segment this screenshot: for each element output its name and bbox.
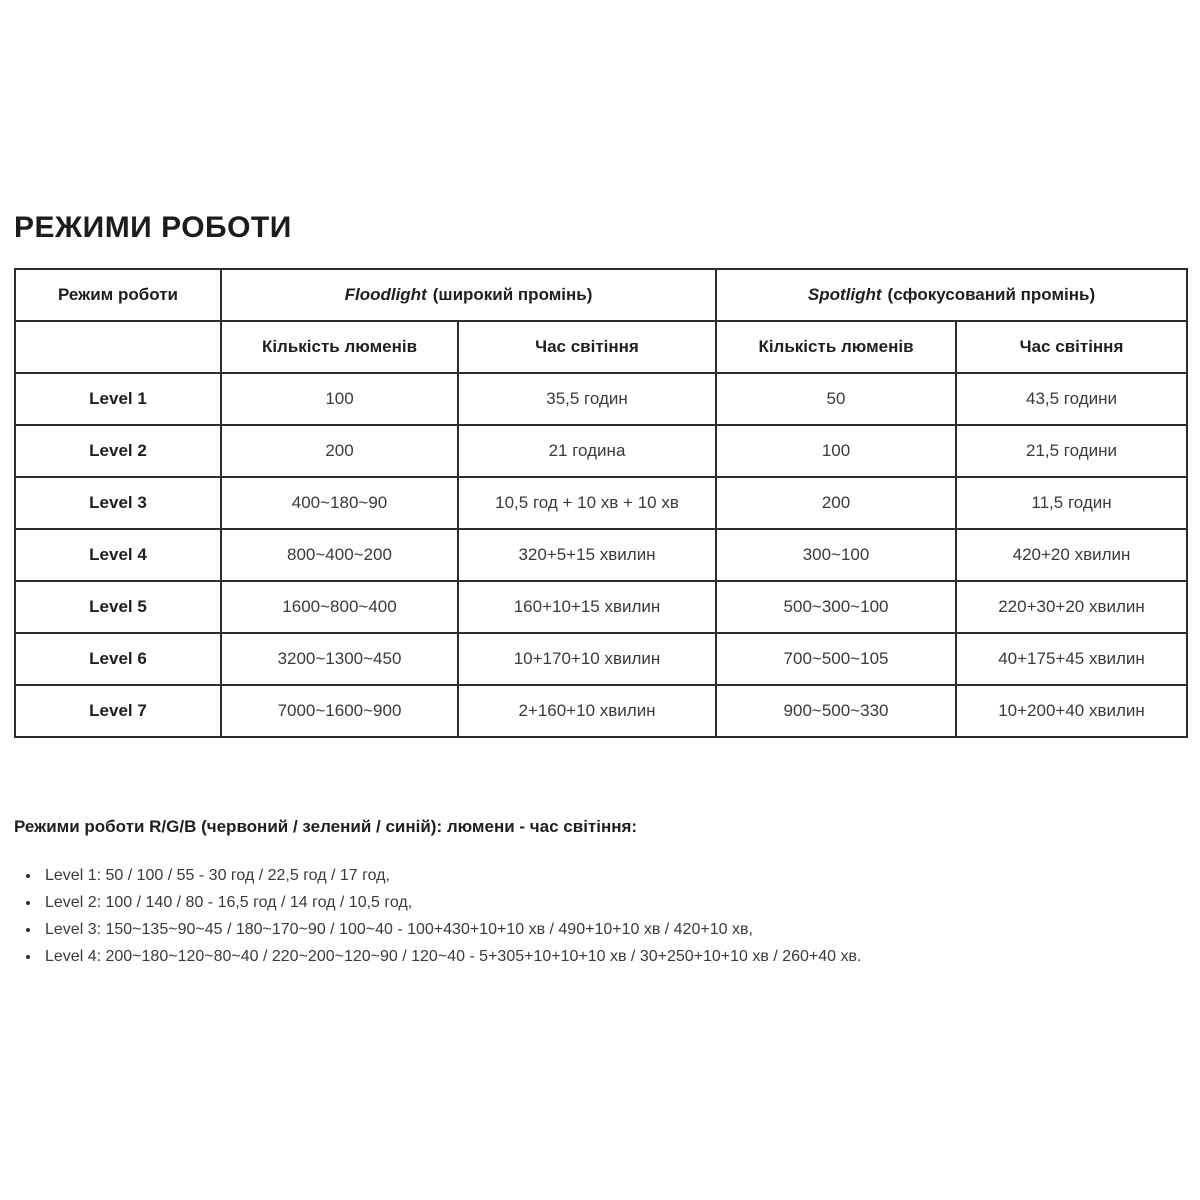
floodlight-header-cell <box>221 269 716 321</box>
sp-lumens-cell: 700~500~105 <box>716 633 956 685</box>
sp-lumens-cell: 100 <box>716 425 956 477</box>
modes-table <box>14 268 1188 738</box>
fl-time-cell: 2+160+10 хвилин <box>458 685 716 737</box>
spotlight-name: Spotlight <box>807 285 882 304</box>
sp-lumens-cell: 900~500~330 <box>716 685 956 737</box>
fl-time-cell: 21 година <box>458 425 716 477</box>
list-item: • Level 3: 150~135~90~45 / 180~170~90 / 100~40 - 100+430+10+10 хв / 490+10+10 хв / 420+10 хв, <box>41 920 1186 939</box>
fl-lumens-header-cell: Кількість люменів <box>221 321 458 373</box>
level-cell: Level 7 <box>15 685 221 737</box>
mode-header-cell: Режим роботи <box>15 269 221 321</box>
fl-lumens-cell: 400~180~90 <box>221 477 458 529</box>
sp-lumens-header-cell: Кількість люменів <box>716 321 956 373</box>
sp-time-cell: 220+30+20 хвилин <box>956 581 1187 633</box>
fl-lumens-cell: 7000~1600~900 <box>221 685 458 737</box>
list-item: • Level 4: 200~180~120~80~40 / 220~200~120~90 / 120~40 - 5+305+10+10+10 хв / 30+250+10+10 хв / 260+40 хв. <box>41 947 1186 966</box>
fl-time-cell: 35,5 годин <box>458 373 716 425</box>
list-item: • Level 1: 50 / 100 / 55 - 30 год / 22,5 год / 17 год, <box>41 866 1186 885</box>
level-cell: Level 4 <box>15 529 221 581</box>
sp-time-cell: 43,5 години <box>956 373 1187 425</box>
fl-lumens-cell: 200 <box>221 425 458 477</box>
table-row <box>15 581 1187 633</box>
spotlight-header-cell <box>716 269 1187 321</box>
fl-lumens-cell: 3200~1300~450 <box>221 633 458 685</box>
table-row <box>15 529 1187 581</box>
sp-time-cell: 40+175+45 хвилин <box>956 633 1187 685</box>
sp-lumens-cell: 200 <box>716 477 956 529</box>
fl-time-cell: 10,5 год + 10 хв + 10 хв <box>458 477 716 529</box>
table-header-row-1 <box>15 269 1187 321</box>
table-header-row-2 <box>15 321 1187 373</box>
fl-time-cell: 10+170+10 хвилин <box>458 633 716 685</box>
sp-time-cell: 10+200+40 хвилин <box>956 685 1187 737</box>
sp-lumens-cell: 300~100 <box>716 529 956 581</box>
fl-lumens-cell: 800~400~200 <box>221 529 458 581</box>
list-item: • Level 2: 100 / 140 / 80 - 16,5 год / 14 год / 10,5 год, <box>41 893 1186 912</box>
sp-time-cell: 21,5 години <box>956 425 1187 477</box>
page-title: РЕЖИМИ РОБОТИ <box>14 211 292 244</box>
table-row <box>15 633 1187 685</box>
table-row <box>15 373 1187 425</box>
fl-lumens-cell: 1600~800~400 <box>221 581 458 633</box>
floodlight-name: Floodlight <box>344 285 427 304</box>
level-cell: Level 3 <box>15 477 221 529</box>
fl-time-cell: 320+5+15 хвилин <box>458 529 716 581</box>
fl-time-cell: 160+10+15 хвилин <box>458 581 716 633</box>
fl-lumens-cell: 100 <box>221 373 458 425</box>
table-row <box>15 685 1187 737</box>
sp-time-cell: 11,5 годин <box>956 477 1187 529</box>
level-cell: Level 6 <box>15 633 221 685</box>
empty-header-cell <box>15 321 221 373</box>
sp-time-cell: 420+20 хвилин <box>956 529 1187 581</box>
sp-lumens-cell: 50 <box>716 373 956 425</box>
table-row <box>15 477 1187 529</box>
fl-time-header-cell: Час світіння <box>458 321 716 373</box>
sp-time-header-cell: Час світіння <box>956 321 1187 373</box>
spotlight-desc: (сфокусований промінь) <box>887 285 1096 304</box>
sp-lumens-cell: 500~300~100 <box>716 581 956 633</box>
rgb-modes-heading: Режими роботи R/G/B (червоний / зелений / синій): люмени - час світіння: <box>14 817 638 836</box>
floodlight-desc: (широкий промінь) <box>432 285 593 304</box>
rgb-modes-list <box>14 866 1186 966</box>
level-cell: Level 2 <box>15 425 221 477</box>
level-cell: Level 1 <box>15 373 221 425</box>
table-row <box>15 425 1187 477</box>
level-cell: Level 5 <box>15 581 221 633</box>
